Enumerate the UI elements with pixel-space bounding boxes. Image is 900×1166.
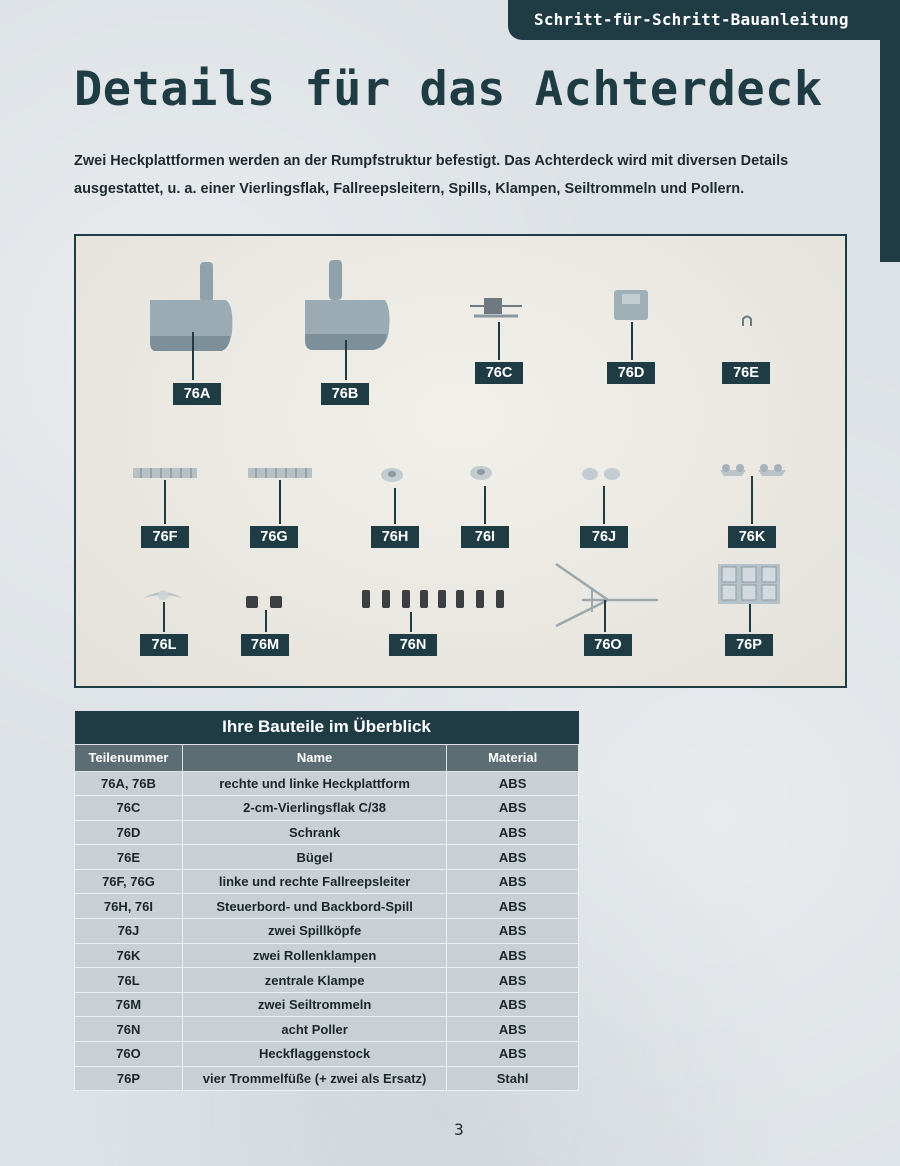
cell-material: ABS [447, 943, 579, 968]
cell-part-number: 76M [75, 992, 183, 1017]
table-row [75, 919, 579, 944]
table-row [75, 845, 579, 870]
cell-part-number: 76C [75, 796, 183, 821]
part-76e-image [740, 314, 754, 328]
cell-name: Steuerbord- und Backbord-Spill [182, 894, 446, 919]
intro-paragraph: Zwei Heckplattformen werden an der Rumpfstruktur befestigt. Das Achterdeck wird mit diversen Details ausgestattet, u. a. einer Vierlingsflak, Fallreepsleitern, Spills, Klampen, Seiltrommeln und Pollern. [74, 153, 789, 197]
side-accent-bar [880, 40, 900, 262]
cell-name: zentrale Klampe [182, 968, 446, 993]
cell-material: ABS [447, 968, 579, 993]
label-76n: 76N [389, 634, 437, 656]
cell-material: ABS [447, 1042, 579, 1067]
cell-part-number: 76F, 76G [75, 869, 183, 894]
label-76a: 76A [173, 383, 221, 405]
cell-part-number: 76H, 76I [75, 894, 183, 919]
part-76p-image [716, 562, 782, 606]
cell-name: 2-cm-Vierlingsflak C/38 [182, 796, 446, 821]
cell-name: zwei Rollenklampen [182, 943, 446, 968]
part-76b-image [301, 256, 396, 351]
table-row [75, 1066, 579, 1091]
part-76k-image [716, 460, 790, 480]
cell-material: ABS [447, 919, 579, 944]
section-header-tab [508, 0, 900, 40]
leader-76h [394, 488, 396, 524]
cell-name: Bügel [182, 845, 446, 870]
part-76m-image [242, 592, 288, 612]
table-row [75, 992, 579, 1017]
parts-overview-table [74, 711, 579, 1091]
table-row [75, 943, 579, 968]
label-76c: 76C [475, 362, 523, 384]
part-76d-image [610, 286, 654, 322]
table-row [75, 894, 579, 919]
label-76l: 76L [140, 634, 188, 656]
leader-76i [484, 486, 486, 524]
part-76n-image [356, 586, 516, 612]
label-76e: 76E [722, 362, 770, 384]
part-76o-image [552, 560, 662, 630]
label-76b: 76B [321, 383, 369, 405]
column-header-part-number: Teilenummer [75, 744, 183, 771]
label-76k: 76K [728, 526, 776, 548]
label-76g: 76G [250, 526, 298, 548]
leader-76p [749, 604, 751, 632]
cell-name: vier Trommelfüße (+ zwei als Ersatz) [182, 1066, 446, 1091]
label-76d: 76D [607, 362, 655, 384]
cell-part-number: 76E [75, 845, 183, 870]
cell-name: Heckflaggenstock [182, 1042, 446, 1067]
cell-part-number: 76N [75, 1017, 183, 1042]
leader-76a [192, 332, 194, 380]
table-row [75, 1017, 579, 1042]
leader-76g [279, 480, 281, 524]
part-76g-image [246, 464, 316, 484]
label-76f: 76F [141, 526, 189, 548]
table-row [75, 869, 579, 894]
cell-material: ABS [447, 992, 579, 1017]
label-76h: 76H [371, 526, 419, 548]
cell-part-number: 76O [75, 1042, 183, 1067]
label-76i: 76I [461, 526, 509, 548]
part-76f-image [131, 464, 201, 484]
cell-material: ABS [447, 771, 579, 796]
section-label: Schritt-für-Schritt-Bauanleitung [534, 10, 849, 29]
page-number: 3 [454, 1120, 464, 1139]
leader-76d [631, 322, 633, 360]
leader-76o [604, 600, 606, 632]
cell-part-number: 76K [75, 943, 183, 968]
cell-name: zwei Spillköpfe [182, 919, 446, 944]
cell-part-number: 76J [75, 919, 183, 944]
table-row [75, 968, 579, 993]
cell-name: acht Poller [182, 1017, 446, 1042]
leader-76j [603, 486, 605, 524]
table-row [75, 1042, 579, 1067]
label-76j: 76J [580, 526, 628, 548]
cell-material: ABS [447, 820, 579, 845]
leader-76l [163, 602, 165, 632]
cell-part-number: 76D [75, 820, 183, 845]
cell-part-number: 76P [75, 1066, 183, 1091]
column-header-material: Material [447, 744, 579, 771]
cell-name: rechte und linke Heckplattform [182, 771, 446, 796]
cell-material: Stahl [447, 1066, 579, 1091]
label-76o: 76O [584, 634, 632, 656]
part-76h-image [379, 466, 405, 484]
cell-name: Schrank [182, 820, 446, 845]
table-row [75, 796, 579, 821]
cell-name: zwei Seiltrommeln [182, 992, 446, 1017]
leader-76n [410, 612, 412, 632]
label-76p: 76P [725, 634, 773, 656]
table-row [75, 771, 579, 796]
cell-material: ABS [447, 894, 579, 919]
cell-name: linke und rechte Fallreepsleiter [182, 869, 446, 894]
part-76i-image [468, 464, 494, 482]
part-76j-image [580, 466, 624, 482]
cell-material: ABS [447, 1017, 579, 1042]
column-header-name: Name [182, 744, 446, 771]
part-76c-image [466, 292, 526, 328]
leader-76b [345, 340, 347, 380]
leader-76c [498, 322, 500, 360]
cell-material: ABS [447, 796, 579, 821]
label-76m: 76M [241, 634, 289, 656]
table-title: Ihre Bauteile im Überblick [75, 711, 579, 744]
cell-material: ABS [447, 845, 579, 870]
cell-part-number: 76A, 76B [75, 771, 183, 796]
page-title: Details für das Achterdeck [74, 62, 823, 117]
leader-76m [265, 610, 267, 632]
cell-part-number: 76L [75, 968, 183, 993]
table-row [75, 820, 579, 845]
leader-76k [751, 476, 753, 524]
parts-photo [74, 234, 847, 688]
leader-76f [164, 480, 166, 524]
cell-material: ABS [447, 869, 579, 894]
